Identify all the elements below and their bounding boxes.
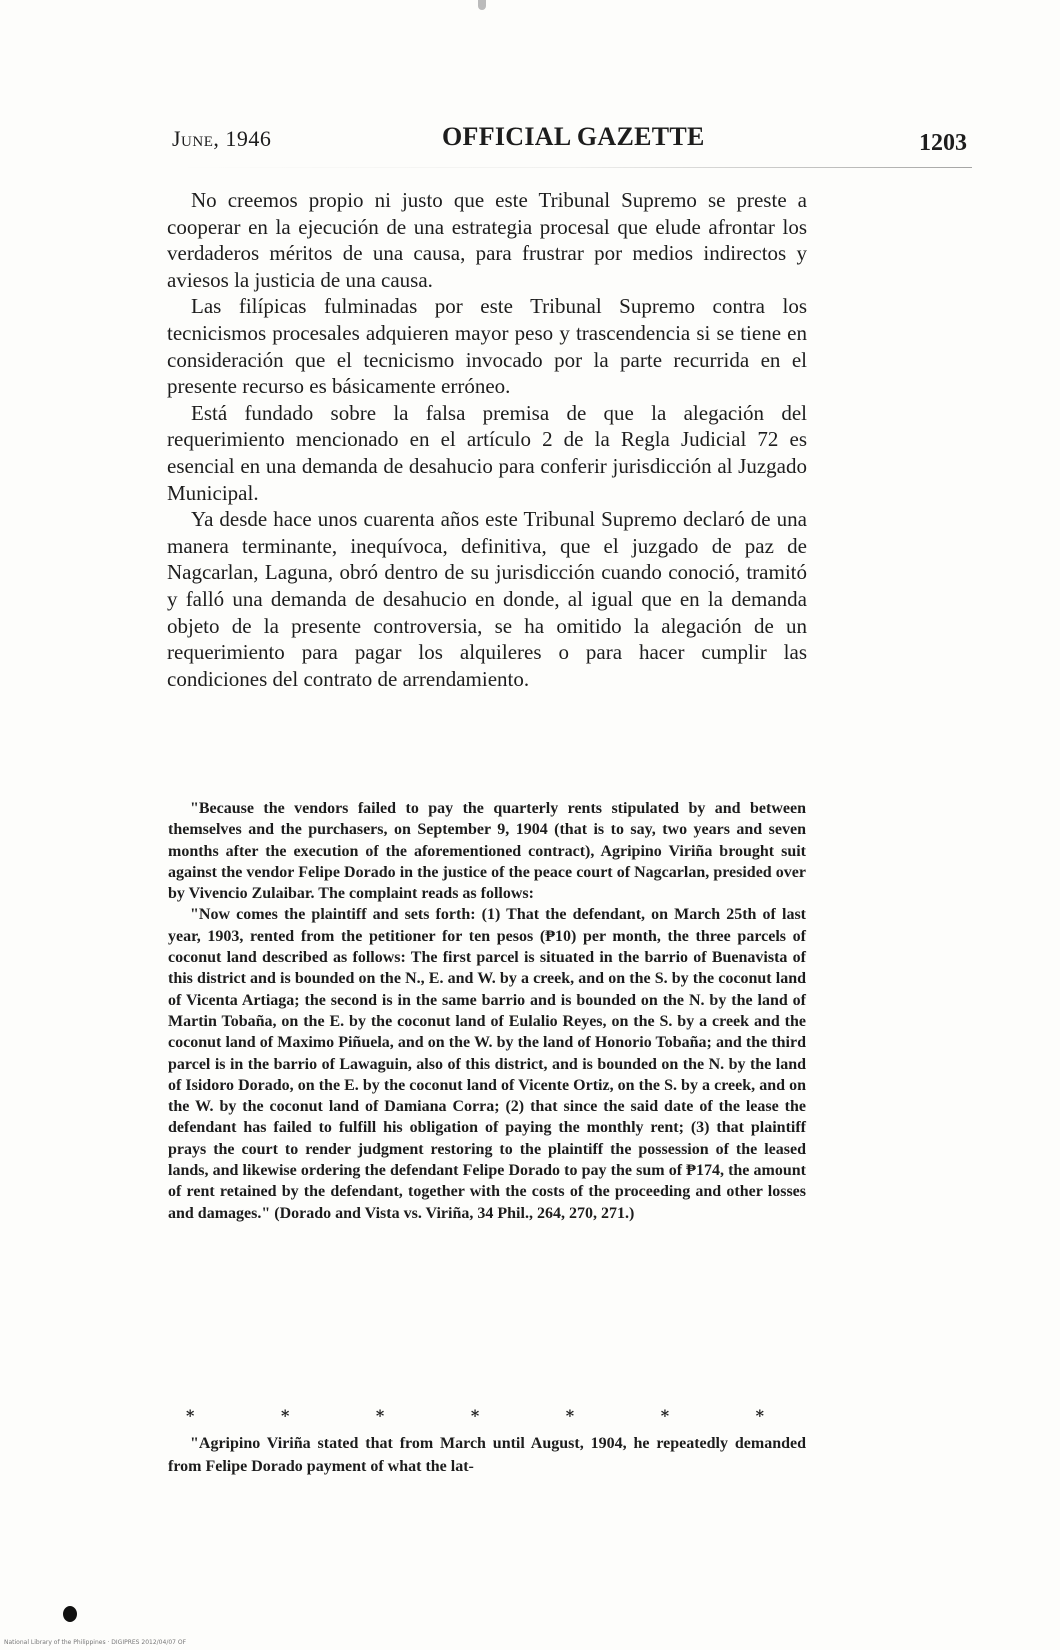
header-title: OFFICIAL GAZETTE [442, 122, 705, 151]
header-date: June, 1946 [172, 126, 272, 151]
star: * [375, 1406, 385, 1425]
quote-paragraph: "Now comes the plaintiff and sets forth: (1) That the defendant, on March 25th of last year, 1903, rented from the petitioner for ten pesos (₱10) per month, the three parcels of coconut land described as follows: The first parcel is situated in the barrio of Buenavista of this district and is bounded on the N., E. and W. by a creek, and on the S. by the coconut land of Vicenta Artiaga; the second is in the same barrio and is bounded on the N. by the land of Martin Tobaña, on the E. by the coconut land of Eulalio Reyes, on the S. by a creek and the coconut land of Maximo Piñuela, and on the W. by the land of Honorio Tobaña; and the third parcel is in the barrio of Lawaguin, also of this district, and is bounded on the N. by the land of Isidoro Dorado, on the E. by the coconut land of Vicente Ortiz, on the S. by a creek, and on the W. by the coconut land of Damiana Corra; (2) that since the said date of the lease the defendant has failed to fulfill his obligation of paying the monthly rent; (3) that plaintiff prays the court to render judgment restoring to the plaintiff the possession of the leased lands, and likewise ordering the defendant Felipe Dorado to pay the sum of ₱174, the amount of rent retained by the defendant, together with the costs of the proceeding and other losses and damages." (Dorado and Vista vs. Viriña, 34 Phil., 264, 270, 271.) [168, 906, 806, 1222]
star: * [280, 1406, 290, 1425]
final-quote-block [168, 1432, 806, 1478]
star: * [660, 1406, 670, 1425]
star: * [565, 1406, 575, 1425]
separator-stars [186, 1406, 764, 1425]
star: * [755, 1406, 764, 1425]
star: * [470, 1406, 480, 1425]
star: * [186, 1406, 195, 1425]
quote-paragraph: "Because the vendors failed to pay the quarterly rents stipulated by and between themselves and the purchasers, on September 9, 1904 (that is to say, two years and seven months after the execution of the aforementioned contract), Agripino Viriña brought suit against the vendor Felipe Dorado in the justice of the peace court of Nagcarlan, presided over by Vivencio Zulaibar. The complaint reads as follows: [168, 800, 806, 903]
page-header [172, 122, 967, 162]
paragraph: Ya desde hace unos cuarenta años este Tribunal Supremo declaró de una manera terminante, inequívoca, definitiva, que el juzgado de paz de Nagcarlan, Laguna, obró dentro de su jurisdicción cuando conoció, tramitó y falló una demanda de desahucio en donde, al igual que en la demanda objeto de la presente controversia, se ha omitido la alegación de un requerimiento para pagar los alquileres o para hacer cumplir las condiciones del contrato de arrendamiento. [167, 507, 807, 691]
scan-footer-note: National Library of the Philippines · DIGIPRES 2012/04/07 OF [4, 1639, 187, 1646]
english-quote-block [168, 798, 806, 1224]
header-rule [172, 167, 972, 168]
paragraph: Las filípicas fulminadas por este Tribunal Supremo contra los tecnicismos procesales adquieren mayor peso y trascendencia si se tiene en consideración que el tecnicismo invocado por la parte recurrida en el presente recurso es básicamente erróneo. [167, 294, 807, 399]
scan-mark-dot [63, 1606, 77, 1622]
page-number: 1203 [919, 130, 967, 156]
quote-paragraph: "Agripino Viriña stated that from March until August, 1904, he repeatedly demanded from Felipe Dorado payment of what the lat- [168, 1435, 806, 1475]
spanish-text-block [167, 187, 807, 692]
paragraph: No creemos propio ni justo que este Tribunal Supremo se preste a cooperar en la ejecución de una estrategia procesal que elude afrontar los verdaderos méritos de una causa, para frustrar por medios indirectos y aviesos la justicia de una causa. [167, 188, 807, 292]
paragraph: Está fundado sobre la falsa premisa de que la alegación del requerimiento mencionado en el artículo 2 de la Regla Judicial 72 es esencial en una demanda de desahucio para conferir jurisdicción al Juzgado Municipal. [167, 400, 807, 505]
scan-top-mark [478, 0, 486, 10]
